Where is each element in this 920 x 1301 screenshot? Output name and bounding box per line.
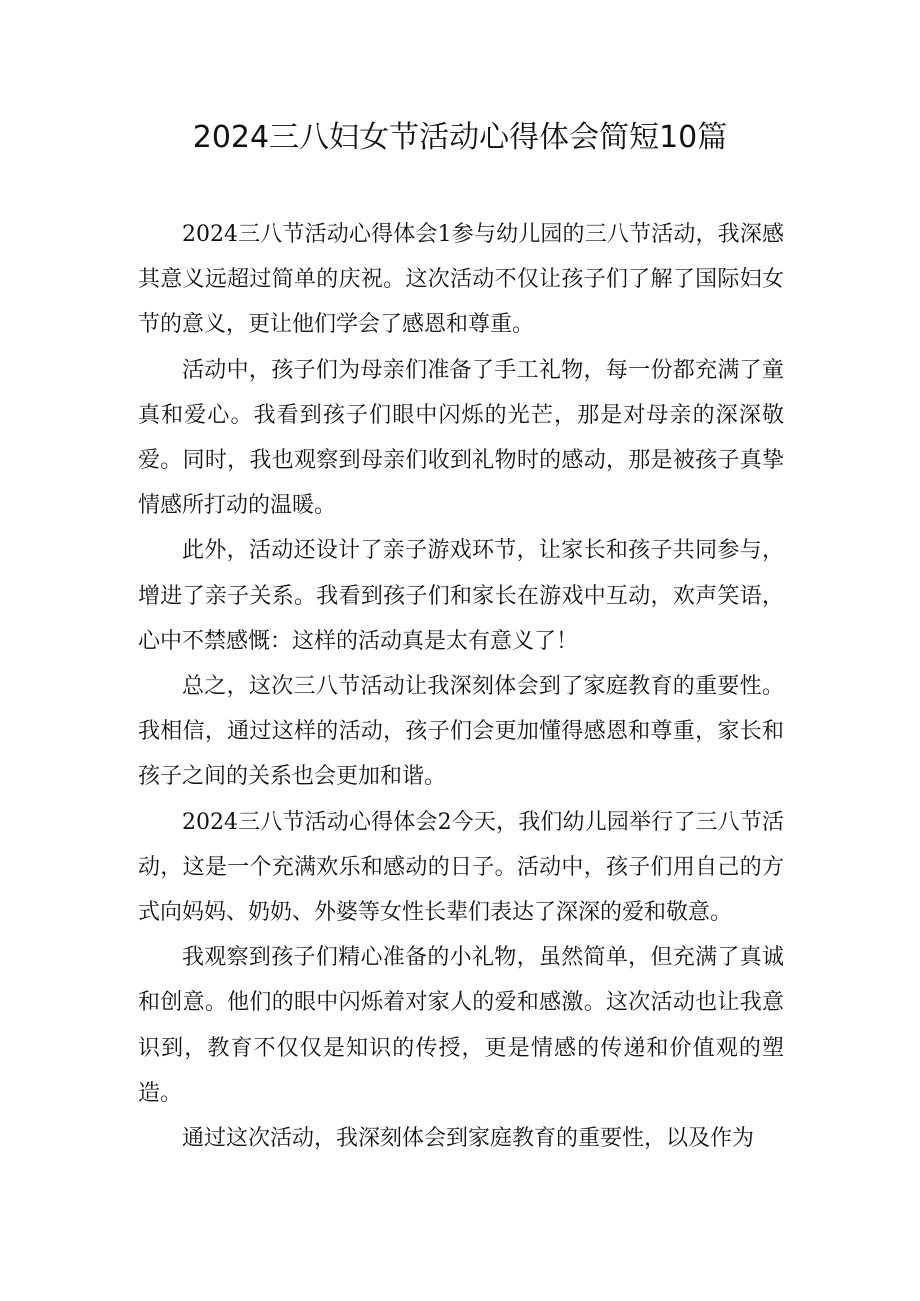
paragraph: 我观察到孩子们精心准备的小礼物，虽然简单，但充满了真诚和创意。他们的眼中闪烁着对家人的爱和感激。这次活动也让我意识到，教育不仅仅是知识的传授，更是情感的传递和价值观的塑造。 [138,945,784,1106]
paragraph: 2024三八节活动心得体会2今天，我们幼儿园举行了三八节活动，这是一个充满欢乐和感动的日子。活动中，孩子们用自己的方式向妈妈、奶奶、外婆等女性长辈们表达了深深的爱和敬意。 [138,809,784,926]
document-body [138,212,784,1161]
paragraph: 总之，这次三八节活动让我深刻体会到了家庭教育的重要性。我相信，通过这样的活动，孩子们会更加懂得感恩和尊重，家长和孩子之间的关系也会更加和谐。 [138,674,784,790]
paragraph: 活动中，孩子们为母亲们准备了手工礼物，每一份都充满了童真和爱心。我看到孩子们眼中闪烁的光芒，那是对母亲的深深敬爱。同时，我也观察到母亲们收到礼物时的感动，那是被孩子真挚情感所打动的温暖。 [138,357,784,519]
document-title: 2024三八妇女节活动心得体会简短10篇 [192,120,728,155]
paragraph: 此外，活动还设计了亲子游戏环节，让家长和孩子共同参与，增进了亲子关系。我看到孩子们和家长在游戏中互动，欢声笑语，心中不禁感慨：这样的活动真是太有意义了！ [138,538,784,654]
paragraph: 通过这次活动，我深刻体会到家庭教育的重要性，以及作为 [182,1126,755,1152]
paragraph: 2024三八节活动心得体会1参与幼儿园的三八节活动，我深感其意义远超过简单的庆祝。这次活动不仅让孩子们了解了国际妇女节的意义，更让他们学会了感恩和尊重。 [138,222,784,338]
